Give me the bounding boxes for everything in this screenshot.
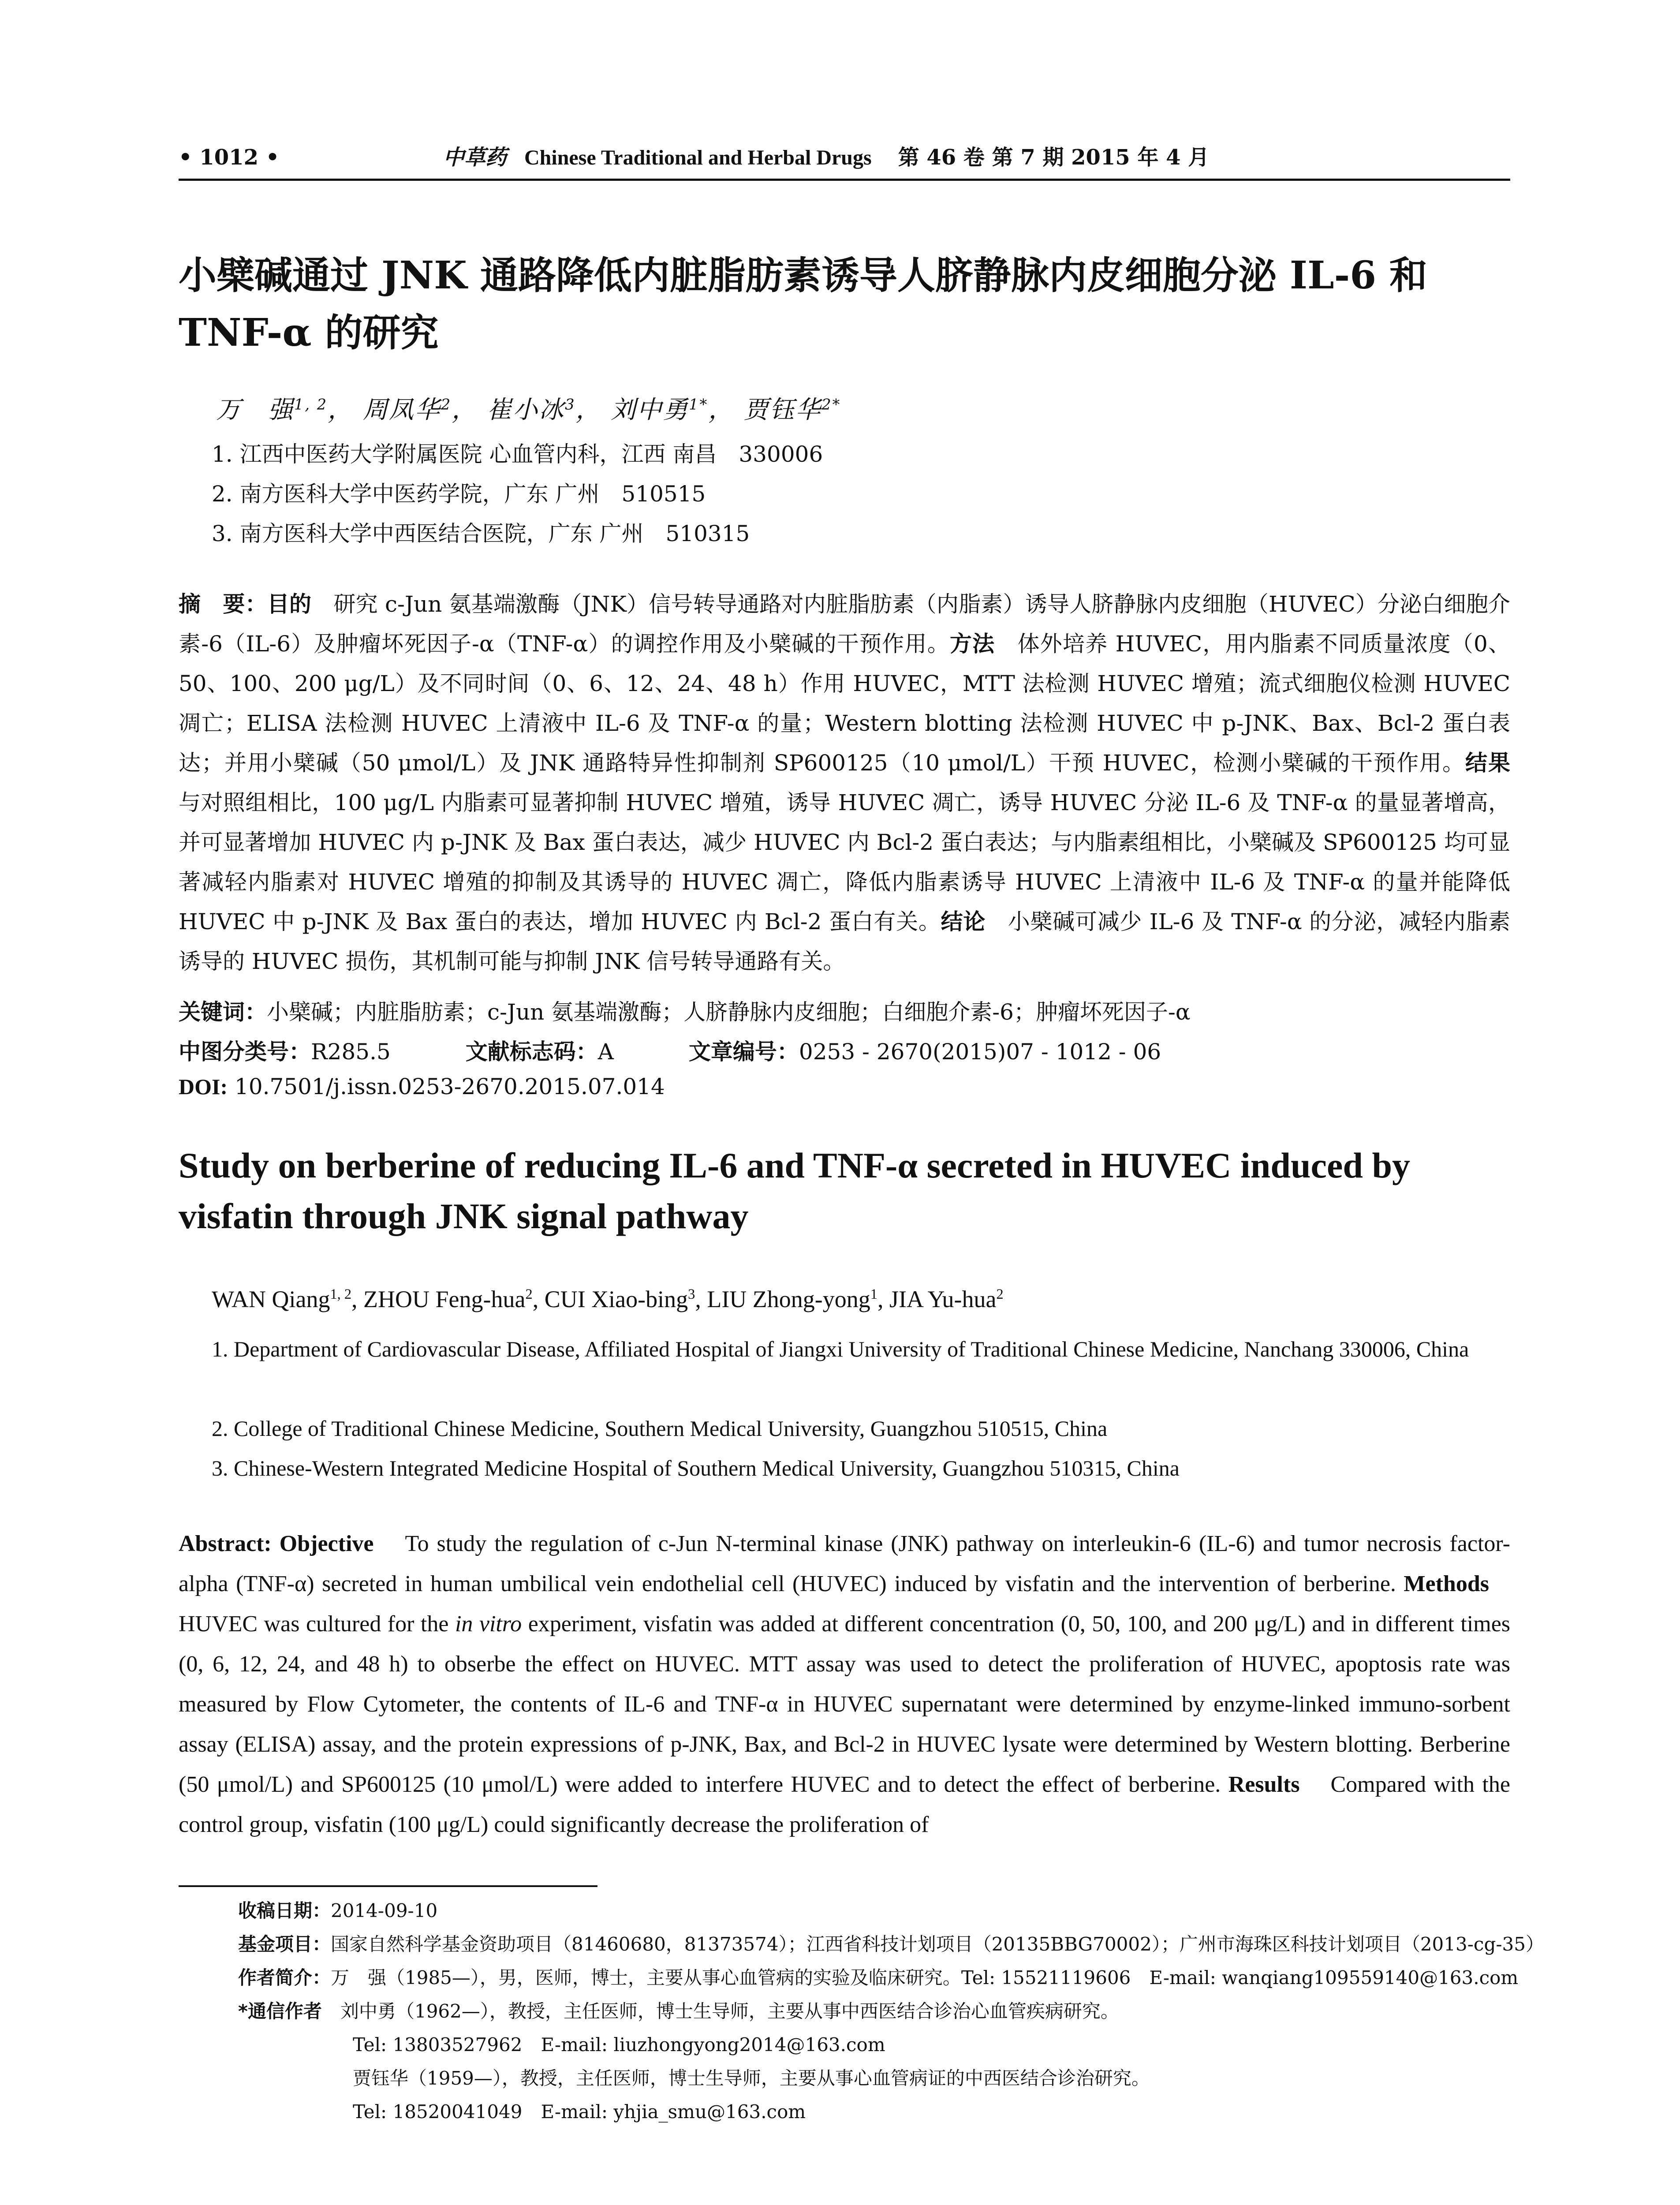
author-affil-sup: 1, 2 [294,396,328,413]
author-affil-sup: 1, 2 [330,1286,352,1302]
journal-name-cn: 中草药 [443,145,507,170]
corresponding-2-contact: Tel: 18520041049 E-mail: yhjia_smu@163.com [353,2101,806,2123]
affiliation-en: 2. College of Traditional Chinese Medicine, Southern Medical University, Guangzhou 510515, China [212,1416,1108,1441]
author-en: CUI Xiao-bing [544,1286,688,1312]
author-affil-sup: 2 [441,396,452,413]
title-en: Study on berberine of reducing IL-6 and TNF-α secreted in HUVEC induced by visfatin through JNK signal pathway [179,1145,1411,1236]
footnote-rule [179,1885,597,1887]
abstract-methods: 体外培养 HUVEC，用内脂素不同质量浓度（0、50、100、200 μg/L）及不同时间（0、6、12、24、48 h）作用 HUVEC，MTT 法检测 HUVEC 增殖；流式细胞仪检测 HUVEC 凋亡；ELISA 法检测 HUVEC 上清液中 IL-6 及 TNF-α 的量；Western blotting 法检测 HUVEC 中 p-JNK、Bax、Bcl-2 蛋白表达；并用小檗碱（50 μmol/L）及 JNK 通路特异性抑制剂 SP600125（10 μmol/L）干预 HUVEC，检测小檗碱的干预作用。 [179,631,1511,776]
doi-value[interactable]: 10.7501/j.issn.0253-2670.2015.07.014 [235,1074,665,1099]
affiliation-cn: 2. 南方医科大学中医药学院，广东 广州 510515 [212,481,706,507]
abstract-label: 摘 要： [179,591,267,617]
abstract-en-label: Abstract: Objective [179,1531,374,1556]
affiliation-en: 1. Department of Cardiovascular Disease, Affiliated Hospital of Jiangxi University of Traditional Chinese Medicine, Nanchang 330006, China [212,1337,1469,1361]
fund-value: 国家自然科学基金资助项目（81460680，81373574）；江西省科技计划项目（20135BBG70002）；广州市海珠区科技计划项目（2013-cg-35） [331,1933,1544,1955]
keywords-label: 关键词： [179,999,267,1025]
doi-label: DOI: [179,1074,228,1099]
author-en: JIA Yu-hua [889,1286,997,1312]
title-cn: 小檗碱通过 JNK 通路降低内脏脂肪素诱导人脐静脉内皮细胞分泌 IL-6 和 TNF-α 的研究 [179,253,1428,355]
abstract-results: 与对照组相比，100 μg/L 内脂素可显著抑制 HUVEC 增殖，诱导 HUVEC 凋亡，诱导 HUVEC 分泌 IL-6 及 TNF-α 的量显著增高，并可显著增加 HUVEC 内 p-JNK 及 Bax 蛋白表达，减少 HUVEC 内 Bcl-2 蛋白表达；与内脂素组相比，小檗碱及 SP600125 均可显著减轻内脂素对 HUVEC 增殖的抑制及其诱导的 HUVEC 凋亡，降低内脂素诱导 HUVEC 上清液中 IL-6 及 TNF-α 的量并能降低 HUVEC 中 p-JNK 及 Bax 蛋白的表达，增加 HUVEC 内 Bcl-2 蛋白有关。 [179,790,1510,934]
footnote-author [238,1961,1519,1995]
abstract-conclusion: 小檗碱可减少 IL-6 及 TNF-α 的分泌，减轻内脂素诱导的 HUVEC 损伤，其机制可能与抑制 JNK 信号转导通路有关。 [179,909,1510,974]
classification-line [179,1034,1510,1066]
author-affil-sup: 1* [689,396,709,413]
authors-cn: 万 强$^{1, 2}$， 周凤华$^2$， 崔小冰$^3$， 刘中勇$^{1*}$， 贾钰华$^{2*}$ [216,396,841,424]
authors-en: WAN Qiang$^{1, 2}$, ZHOU Feng-hua$^2$, CUI Xiao-bing$^3$, LIU Zhong-yong$^1$, JIA Yu-hua$^2$ [212,1286,1004,1312]
page-number: • 1012 • [179,145,280,170]
objective-label: 目的 [267,591,312,617]
doc-code-value: A [597,1039,614,1065]
keywords-cn [179,994,1510,1026]
footnotes [238,1894,1544,2129]
author-en: ZHOU Feng-hua [363,1286,526,1312]
running-header [179,140,1510,180]
fund-label: 基金项目： [238,1933,331,1955]
abstract-cn [179,584,1510,981]
corresponding-label: *通信作者 [238,2000,322,2022]
article-no-value: 0253 - 2670(2015)07 - 1012 - 06 [799,1039,1161,1065]
affiliation-en: 3. Chinese-Western Integrated Medicine Hospital of Southern Medical University, Guangzhou 510315, China [212,1456,1180,1480]
clc-label: 中图分类号： [179,1039,311,1065]
author-affil-sup: 3 [565,396,576,413]
journal-issue: 第 46 卷 第 7 期 2015 年 4 月 [898,145,1210,170]
clc-value: R285.5 [311,1039,391,1065]
corresponding-1-contact: Tel: 13803527962 E-mail: liuzhongyong2014@163.com [353,2034,885,2056]
received-label: 收稿日期： [238,1900,331,1921]
author-affil-sup: 2* [821,396,841,413]
corresponding-2: 贾钰华（1959—），教授，主任医师，博士生导师，主要从事心血管病证的中西医结合诊治研究。 [353,2067,1150,2089]
footnote-corresponding [238,1995,1512,2028]
author-cn: 崔小冰 [487,396,565,424]
results-en-label: Results [1228,1772,1300,1797]
abstract-en-methods-pre: HUVEC was cultured for the [179,1611,449,1637]
journal-name-en: Chinese Traditional and Herbal Drugs [524,146,872,169]
footnote-fund [238,1928,1544,1961]
author-cn: 万 强 [216,396,294,424]
methods-en-label: Methods [1404,1571,1489,1596]
author-affil-sup: 2 [525,1286,533,1302]
keywords-value: 小檗碱；内脏脂肪素；c-Jun 氨基端激酶；人脐静脉内皮细胞；白细胞介素-6；肿瘤坏死因子-α [267,999,1191,1025]
author-affil-sup: 3 [688,1286,695,1302]
corresponding-1: 刘中勇（1962—），教授，主任医师，博士生导师，主要从事中西医结合诊治心血管疾病研究。 [340,2000,1119,2022]
abstract-en-objective: To study the regulation of c-Jun N-terminal kinase (JNK) pathway on interleukin-6 (IL-6) and tumor necrosis factor-alpha (TNF-α) secreted in human umbilical vein endothelial cell (HUVEC) induced by visfatin and the intervention of berberine. [179,1531,1511,1596]
author-cn: 贾钰华 [743,396,822,424]
author-affil-sup: 1 [870,1286,877,1302]
abstract-en-methods: experiment, visfatin was added at different concentration (0, 50, 100, and 200 μg/L) and in different times (0, 6, 12, 24, and 48 h) to obserbe the effect on HUVEC. MTT assay was used to detect the proliferation of HUVEC, apoptosis rate was measured by Flow Cytometer, the contents of IL-6 and TNF-α in HUVEC supernatant were determined by enzyme-linked immuno-sorbent assay (ELISA) assay, and the protein expressions of p-JNK, Bax, and Bcl-2 in HUVEC lysate were determined by Western blotting. Berberine (50 μmol/L) and SP600125 (10 μmol/L) were added to interfere HUVEC and to detect the effect of berberine. [179,1611,1511,1797]
abstract-en-methods-italic: in vitro [455,1611,522,1637]
author-bio-label: 作者简介： [238,1967,331,1988]
author-bio-value: 万 强（1985—），男，医师，博士，主要从事心血管病的实验及临床研究。Tel: 15521119606 E-mail: wanqiang109559140@163.com [331,1967,1519,1988]
doi-line [179,1074,1510,1099]
author-en: LIU Zhong-yong [707,1286,870,1312]
doc-code-label: 文献标志码： [465,1039,598,1065]
author-affil-sup: 2 [996,1286,1004,1302]
author-cn: 周凤华 [362,396,441,424]
footnote-received [238,1894,1512,1928]
article-no-label: 文章编号： [688,1039,799,1065]
methods-label: 方法 [949,631,995,657]
author-cn: 刘中勇 [611,396,689,424]
affiliation-cn: 3. 南方医科大学中西医结合医院，广东 广州 510315 [212,521,750,546]
affiliation-cn: 1. 江西中医药大学附属医院 心血管内科，江西 南昌 330006 [212,441,823,467]
author-en: WAN Qiang [212,1286,330,1312]
received-value: 2014-09-10 [331,1900,438,1921]
results-label: 结果 [1465,750,1511,776]
conclusion-label: 结论 [941,909,986,934]
header-rule [179,179,1510,181]
abstract-en [179,1524,1510,1845]
abstract-objective: 研究 c-Jun 氨基端激酶（JNK）信号转导通路对内脏脂肪素（内脂素）诱导人脐静脉内皮细胞（HUVEC）分泌白细胞介素-6（IL-6）及肿瘤坏死因子-α（TNF-α）的调控作用及小檗碱的干预作用。 [179,591,1511,657]
abstract-en-results: Compared with the control group, visfatin (100 μg/L) could significantly decrease the proliferation of [179,1772,1511,1837]
